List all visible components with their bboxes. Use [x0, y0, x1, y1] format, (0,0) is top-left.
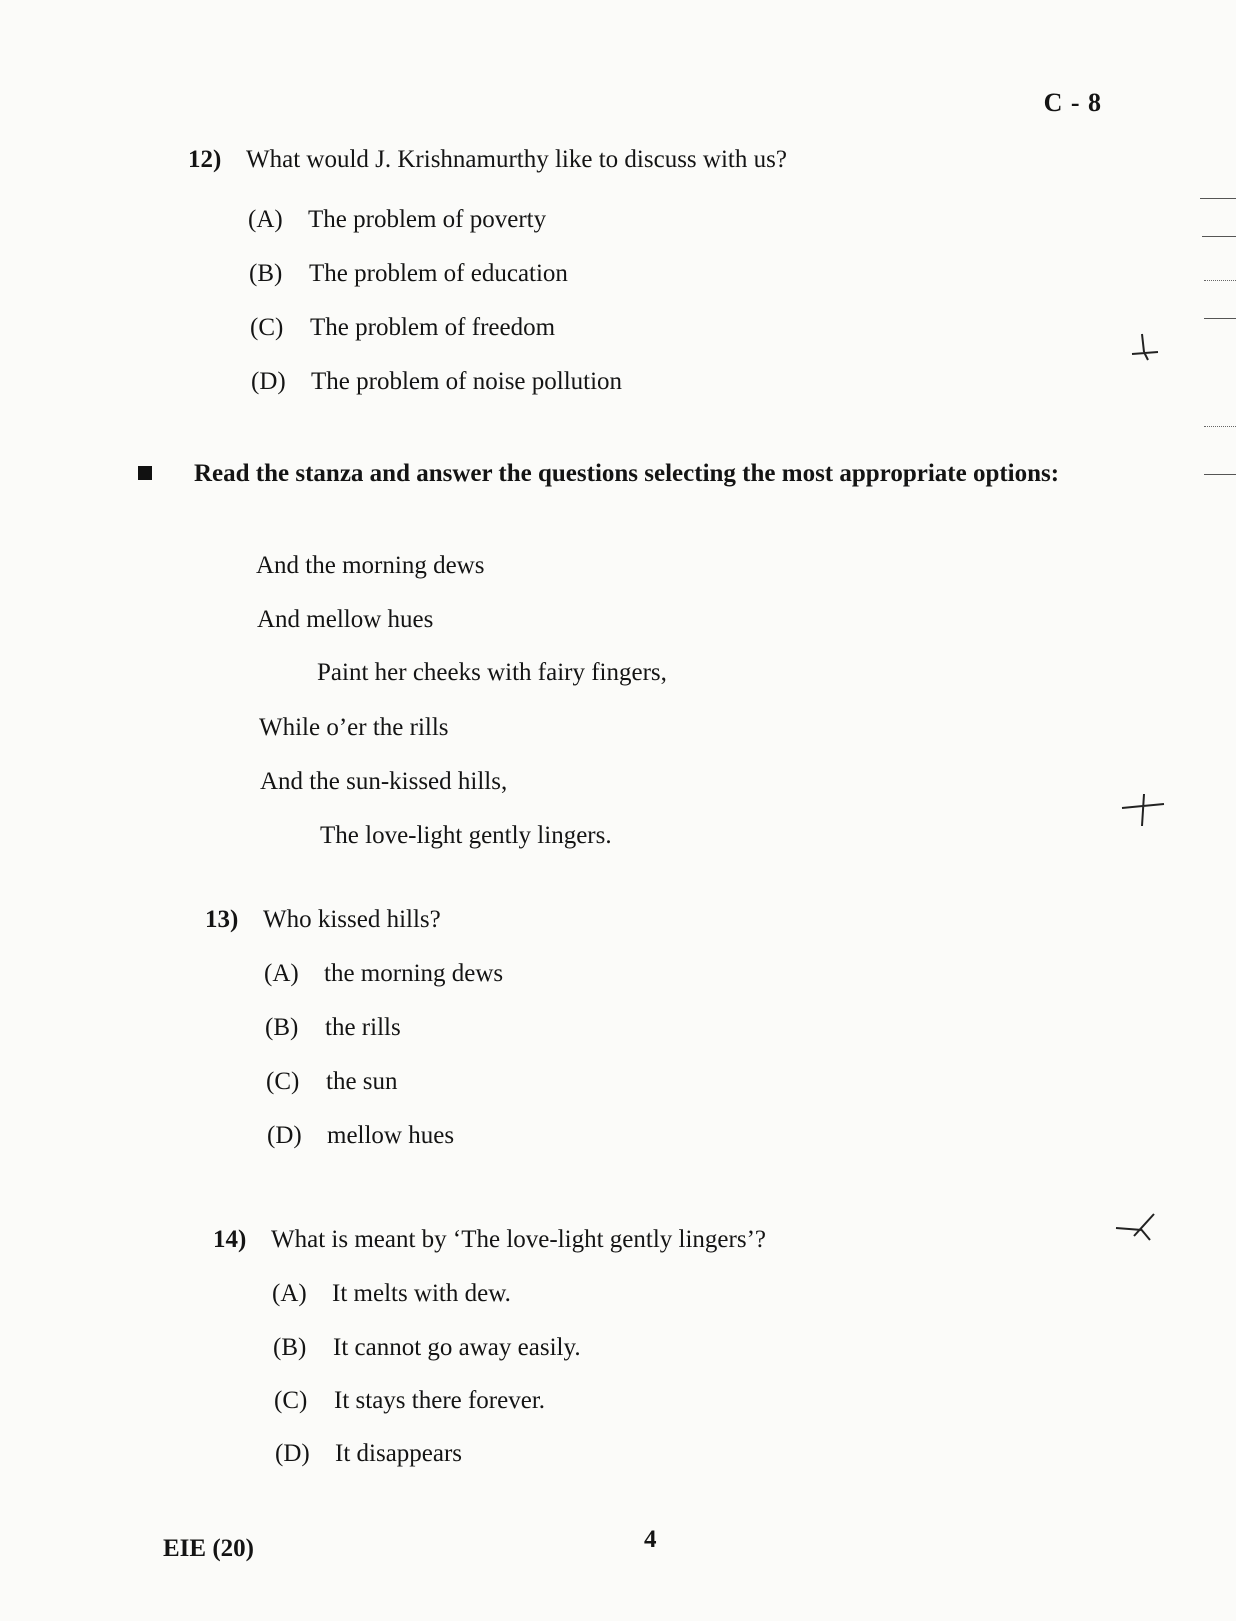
option-text: The problem of poverty [308, 206, 547, 233]
option-c[interactable] [274, 1387, 545, 1415]
stanza-line: And the morning dews [256, 552, 485, 579]
option-a[interactable] [248, 206, 546, 234]
option-letter: (D) [275, 1440, 310, 1467]
question-text: What would J. Krishnamurthy like to discuss with us? [246, 146, 787, 173]
question-number: 13) [205, 906, 239, 933]
option-d[interactable] [251, 368, 622, 396]
option-text: It disappears [335, 1440, 463, 1467]
page-number: 4 [644, 1526, 657, 1553]
square-bullet-icon [138, 466, 152, 480]
margin-tick-icon [1112, 1206, 1162, 1246]
stanza-line: Paint her cheeks with fairy fingers, [317, 659, 667, 686]
option-text: the morning dews [324, 960, 504, 987]
question-12 [188, 146, 787, 174]
option-letter: (D) [251, 368, 286, 395]
stanza-line: The love-light gently lingers. [320, 822, 612, 849]
question-number: 12) [188, 146, 222, 173]
option-letter: (B) [249, 260, 283, 287]
stanza-line: And mellow hues [257, 606, 434, 633]
stanza-line: And the sun-kissed hills, [260, 768, 508, 795]
instruction-text: Read the stanza and answer the questions selecting the most appropriate options: [194, 460, 1060, 487]
edge-mark [1204, 318, 1236, 319]
question-text: Who kissed hills? [263, 906, 441, 933]
footer-code: EIE (20) [163, 1535, 254, 1562]
question-number: 14) [213, 1226, 247, 1253]
option-text: The problem of education [309, 260, 568, 287]
option-text: the sun [326, 1068, 398, 1095]
option-letter: (C) [274, 1387, 308, 1414]
instruction [138, 456, 1074, 492]
option-letter: (A) [264, 960, 299, 987]
option-letter: (C) [250, 314, 284, 341]
edge-mark [1204, 426, 1236, 427]
option-b[interactable] [249, 260, 568, 288]
question-13 [205, 906, 441, 934]
option-text: It melts with dew. [332, 1280, 511, 1307]
margin-tick-icon [1118, 788, 1168, 828]
edge-mark [1204, 280, 1236, 281]
question-14 [213, 1226, 766, 1254]
option-letter: (A) [248, 206, 283, 233]
option-b[interactable] [265, 1014, 401, 1042]
option-a[interactable] [272, 1280, 511, 1308]
edge-mark [1204, 474, 1236, 475]
stanza-line: While o’er the rills [259, 714, 449, 741]
option-b[interactable] [273, 1334, 581, 1362]
option-a[interactable] [264, 960, 503, 988]
option-c[interactable] [250, 314, 555, 342]
option-letter: (B) [273, 1334, 307, 1361]
option-text: The problem of noise pollution [311, 368, 623, 395]
option-letter: (A) [272, 1280, 307, 1307]
option-text: mellow hues [327, 1122, 455, 1149]
edge-mark [1202, 236, 1236, 237]
margin-tick-icon [1124, 330, 1164, 370]
option-letter: (D) [267, 1122, 302, 1149]
option-text: It cannot go away easily. [333, 1334, 581, 1361]
option-letter: (C) [266, 1068, 300, 1095]
option-d[interactable] [267, 1122, 454, 1150]
option-text: It stays there forever. [334, 1387, 546, 1414]
option-text: the rills [325, 1014, 401, 1041]
question-text: What is meant by ‘The love-light gently lingers’? [271, 1226, 766, 1253]
option-d[interactable] [275, 1440, 462, 1468]
option-c[interactable] [266, 1068, 398, 1096]
option-text: The problem of freedom [310, 314, 556, 341]
option-letter: (B) [265, 1014, 299, 1041]
edge-mark [1200, 198, 1236, 199]
paper-code: C - 8 [1043, 88, 1102, 117]
